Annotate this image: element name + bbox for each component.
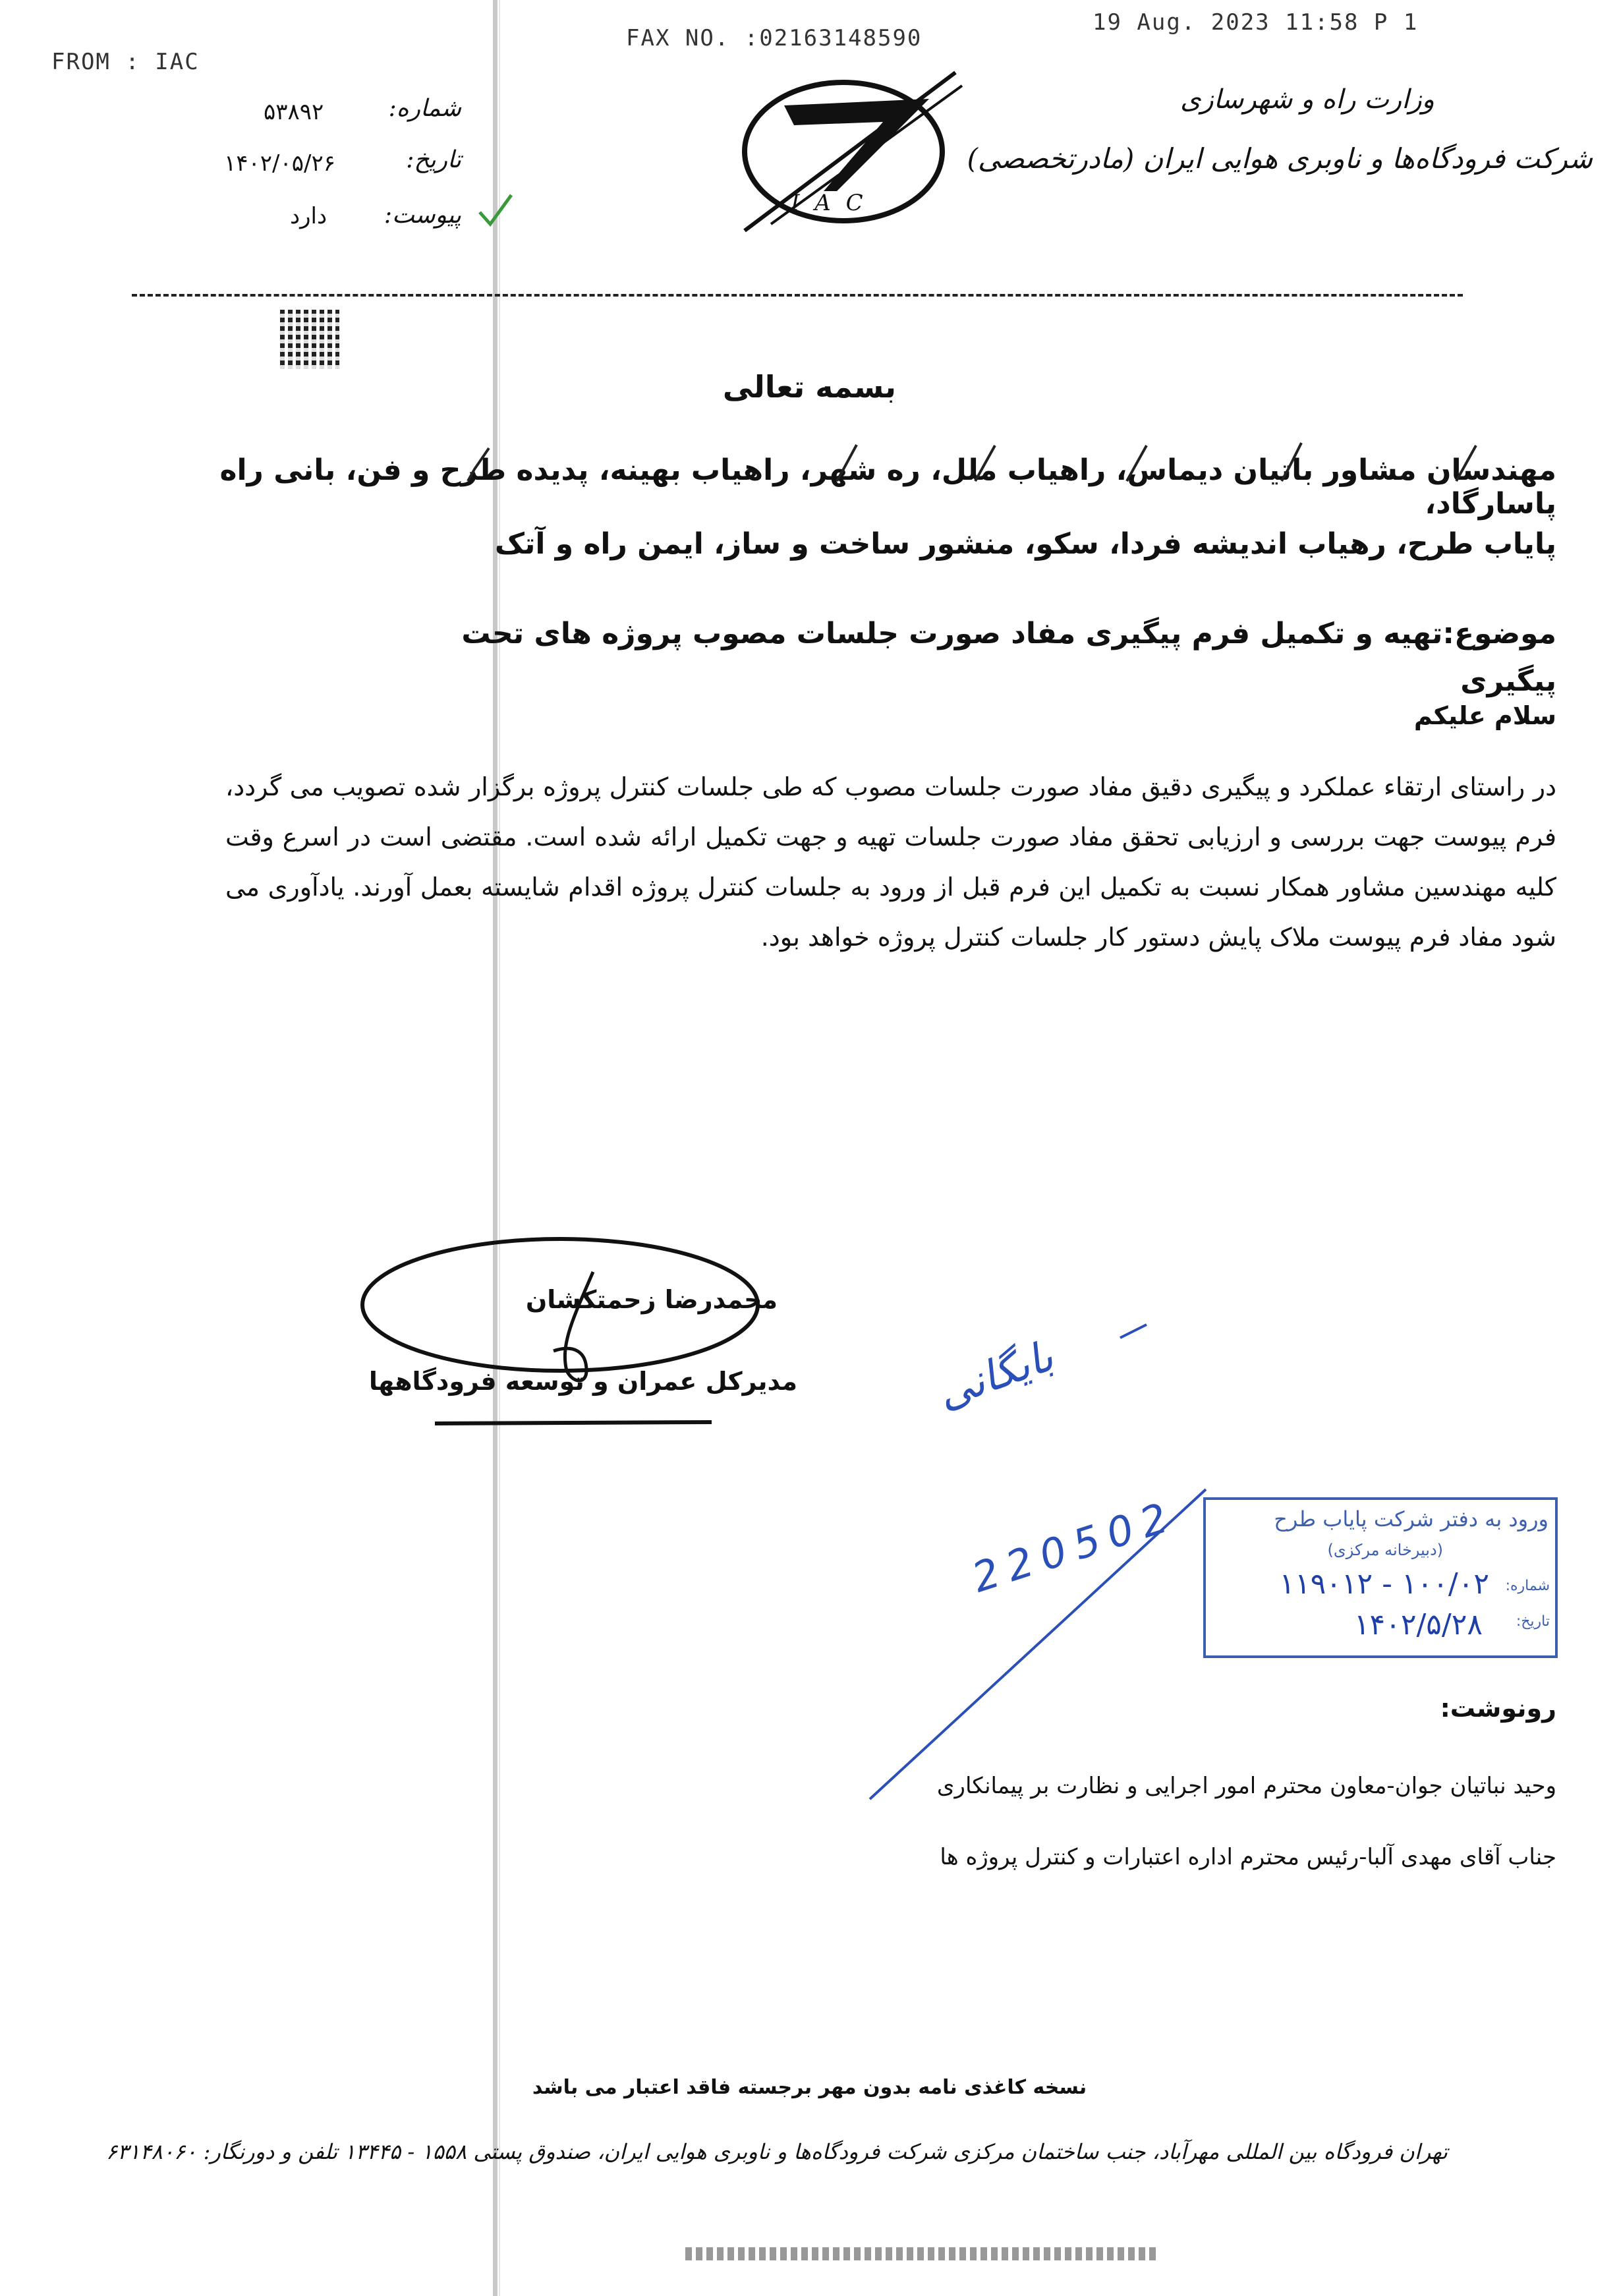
signature-block: [356, 1213, 804, 1450]
validity-note: نسخه کاغذی نامه بدون مهر برجسته فاقد اعتبار می باشد: [532, 2076, 1087, 2099]
greeting: سلام علیکم: [1413, 701, 1556, 730]
signer-title: مدیرکل عمران و توسعه فرودگاهها: [368, 1367, 797, 1396]
recipients-line-1: مهندسان مشاور باتیان دیماس، راهیاب ملل، ره شهر، راهیاب بهینه، پدیده طرح و فن، بانی راه پاسارگاد،: [219, 453, 1556, 521]
signature-icon: [356, 1213, 804, 1450]
letter-number-value: ۵۳۸۹۲: [264, 99, 324, 125]
receipt-stamp: [1203, 1497, 1558, 1658]
fax-datetime: 19 Aug. 2023 11:58 P 1: [1093, 9, 1419, 36]
footer-cut-text: [685, 2247, 1160, 2260]
body-paragraph: در راستای ارتقاء عملکرد و پیگیری دقیق مفاد صورت جلسات مصوب که طی جلسات کنترل پروژه برگزار شده تصویب می گردد، فرم پیوست جهت بررسی و ارزیابی تحقق مفاد صورت جلسات تهیه و جهت تکمیل ارائه شده است. مقتضی است در اسرع وقت کلیه مهندسین مشاور همکار نسبت به تکمیل این فرم قبل از ورود به جلسات کنترل پروژه اقدام شایسته بعمل آورند. یادآوری می شود مفاد فرم پیوست ملاک پایش دستور کار جلسات کنترل پروژه خواهد بود.: [225, 772, 1556, 952]
fax-from: FROM : IAC: [51, 49, 200, 75]
company-name: شرکت فرودگاه‌ها و ناوبری هوایی ایران (مادرتخصصی): [967, 142, 1593, 175]
recipients-line-2: پایاب طرح، رهیاب اندیشه فردا، سکو، منشور ساخت و ساز، ایمن راه و آتک: [494, 527, 1556, 561]
stamp-date-value: ۱۴۰۲/۵/۲۸: [1353, 1608, 1483, 1642]
ministry-name: وزارت راه و شهرسازی: [1180, 84, 1434, 115]
copies-line-2: جناب آقای مهدی آلبا-رئیس محترم اداره اعتبارات و کنترل پروژه ها: [940, 1844, 1556, 1870]
handwritten-notes: [923, 1325, 1239, 1825]
signer-name: محمدرضا زحمتکشان: [525, 1285, 778, 1314]
invocation: بسمه تعالی: [722, 369, 897, 405]
footer-address: تهران فرودگاه بین المللی مهرآباد، جنب ساختمان مرکزی شرکت فرودگاه‌ها و ناوبری هوایی ایران، صندوق پستی ۱۵۵۸ - ۱۳۴۴۵ تلفن و دورنگار: ۶۳۱۴۸۰۶۰: [105, 2139, 1448, 2164]
fax-number: FAX NO. :02163148590: [626, 25, 923, 51]
recipient-check-marks-icon: [0, 0, 1619, 527]
stamp-number-label: شماره:: [1505, 1578, 1550, 1594]
logo-text: I A C: [791, 190, 867, 216]
letter-date-label: تاریخ:: [406, 146, 461, 173]
copies-heading: رونوشت:: [1440, 1694, 1556, 1723]
attachment-value: دارد: [290, 203, 327, 229]
stamp-number-value: ۱۰۰/۰۲ - ۱۱۹۰۱۲: [1279, 1567, 1489, 1601]
handwritten-note: بایگانی: [930, 1332, 1060, 1419]
letter-number-label: شماره:: [388, 95, 461, 122]
handwritten-number: 220502: [966, 1491, 1183, 1602]
stamp-date-label: تاریخ:: [1516, 1613, 1550, 1630]
stamp-title: ورود به دفتر شرکت پایاب طرح: [1274, 1507, 1548, 1532]
subject: موضوع:تهیه و تکمیل فرم پیگیری مفاد صورت جلسات مصوب پروژه های تحت پیگیری: [461, 617, 1556, 698]
attachment-label: پیوست:: [383, 202, 461, 229]
letter-date-value: ۱۴۰۲/۰۵/۲۶: [224, 150, 336, 177]
copies-line-1: وحید نباتیان جوان-معاون محترم امور اجرایی و نظارت بر پیمانکاری: [936, 1773, 1556, 1799]
stamp-subtitle: (دبیرخانه مرکزی): [1327, 1541, 1443, 1559]
